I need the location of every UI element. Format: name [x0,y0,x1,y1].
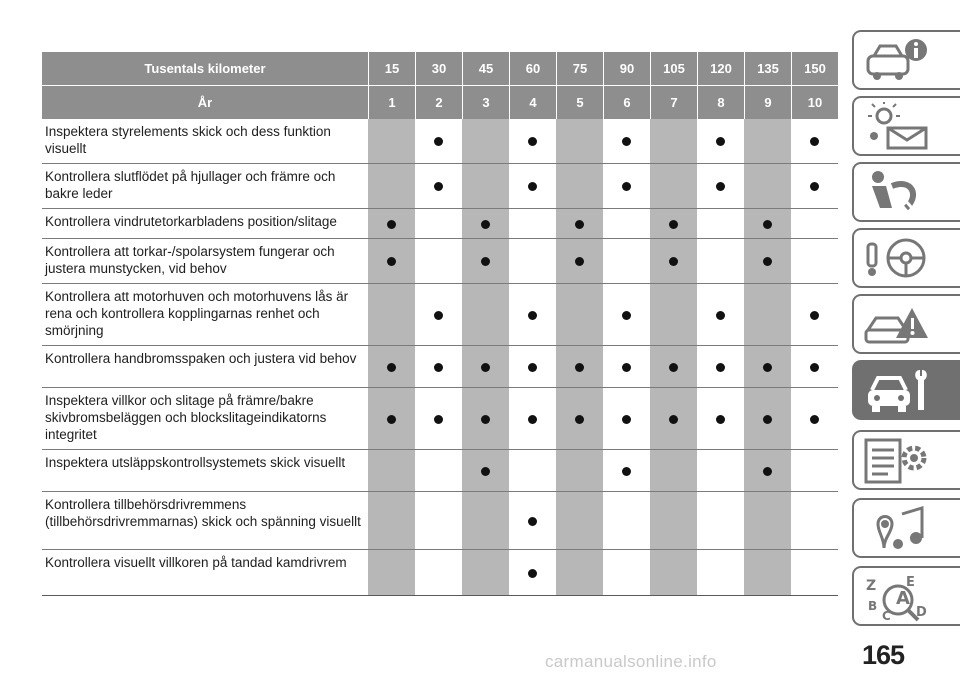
service-dot-mark [716,311,725,320]
km-value: 135 [744,52,791,86]
year-value: 5 [556,86,603,119]
service-item-text: Kontrollera visuellt villkoren på tandad kamdrivrem [42,550,368,596]
schedule-cell [462,450,509,492]
schedule-cell [462,492,509,550]
schedule-cell [509,388,556,450]
service-dot-mark [810,311,819,320]
schedule-cell [697,550,744,596]
schedule-cell [462,284,509,346]
service-dot-mark [669,257,678,266]
schedule-cell [556,164,603,209]
schedule-cell [650,209,697,239]
chapter-tab[interactable] [852,360,960,420]
schedule-cell [462,346,509,388]
km-value: 30 [415,52,462,86]
schedule-cell [791,284,838,346]
schedule-cell [556,239,603,284]
schedule-cell [650,119,697,164]
chapter-tab[interactable] [852,498,960,558]
schedule-cell [509,119,556,164]
km-value: 75 [556,52,603,86]
table-row [42,550,838,596]
service-dot-mark [763,220,772,229]
schedule-body [42,119,838,596]
table-row [42,284,838,346]
svg-text:E: E [906,575,915,590]
service-item-text: Kontrollera vindrutetorkarbladens position/slitage [42,209,368,239]
schedule-cell [697,388,744,450]
schedule-cell [697,450,744,492]
service-dot-mark [716,363,725,372]
service-dot-mark [528,137,537,146]
service-dot-mark [669,220,678,229]
schedule-cell [368,450,415,492]
service-dot-mark [481,220,490,229]
schedule-cell [556,492,603,550]
schedule-cell [603,119,650,164]
service-item-text: Kontrollera slutflödet på hjullager och främre och bakre leder [42,164,368,209]
year-value: 3 [462,86,509,119]
schedule-cell [744,550,791,596]
service-dot-mark [481,415,490,424]
schedule-cell [603,550,650,596]
chapter-tab[interactable] [852,162,960,222]
schedule-cell [650,450,697,492]
schedule-cell [509,550,556,596]
service-dot-mark [622,467,631,476]
schedule-cell [791,239,838,284]
schedule-cell [556,284,603,346]
schedule-cell [650,346,697,388]
year-value: 9 [744,86,791,119]
service-dot-mark [528,517,537,526]
schedule-cell [744,450,791,492]
schedule-cell [650,164,697,209]
schedule-cell [791,492,838,550]
service-dot-mark [575,257,584,266]
service-dot-mark [434,311,443,320]
chapter-tab[interactable] [852,96,960,156]
schedule-cell [791,450,838,492]
service-dot-mark [622,182,631,191]
service-dot-mark [763,415,772,424]
chapter-tab[interactable] [852,294,960,354]
schedule-cell [415,492,462,550]
svg-text:A: A [896,588,910,609]
page-number: 165 [862,640,905,670]
service-dot-mark [575,363,584,372]
service-dot-mark [669,415,678,424]
schedule-cell [791,119,838,164]
table-row [42,164,838,209]
service-dot-mark [622,415,631,424]
schedule-cell [509,164,556,209]
km-value: 90 [603,52,650,86]
schedule-cell [368,284,415,346]
schedule-cell [368,550,415,596]
schedule-cell [744,209,791,239]
schedule-cell [368,239,415,284]
year-header-label: År [42,86,368,119]
schedule-cell [791,164,838,209]
service-dot-mark [763,467,772,476]
schedule-cell [744,164,791,209]
service-dot-mark [481,257,490,266]
year-value: 4 [509,86,556,119]
schedule-cell [368,119,415,164]
service-dot-mark [763,363,772,372]
schedule-cell [744,119,791,164]
service-dot-mark [810,415,819,424]
km-value: 120 [697,52,744,86]
service-dot-mark [528,311,537,320]
schedule-cell [744,492,791,550]
schedule-cell [556,346,603,388]
schedule-cell [650,284,697,346]
chapter-tab[interactable] [852,566,960,626]
schedule-cell [415,119,462,164]
chapter-tab[interactable] [852,228,960,288]
schedule-cell [556,450,603,492]
service-dot-mark [528,182,537,191]
km-value: 105 [650,52,697,86]
year-value: 8 [697,86,744,119]
schedule-cell [603,164,650,209]
schedule-cell [368,209,415,239]
schedule-cell [697,239,744,284]
schedule-cell [462,550,509,596]
schedule-cell [603,450,650,492]
service-dot-mark [810,137,819,146]
schedule-cell [603,239,650,284]
year-value: 10 [791,86,838,119]
service-dot-mark [434,137,443,146]
schedule-cell [462,119,509,164]
year-value: 1 [368,86,415,119]
year-header-row [42,86,838,119]
table-row [42,119,838,164]
schedule-cell [556,388,603,450]
schedule-cell [697,119,744,164]
chapter-tab[interactable] [852,430,960,490]
service-dot-mark [716,182,725,191]
schedule-cell [650,492,697,550]
service-item-text: Inspektera utsläppskontrollsystemets skick visuellt [42,450,368,492]
watermark: carmanualsonline.info [545,652,717,671]
schedule-cell [556,209,603,239]
service-item-text: Inspektera villkor och slitage på främre/bakre skivbromsbeläggen och blockslitageindikatorns integritet [42,388,368,450]
schedule-cell [791,550,838,596]
schedule-cell [509,239,556,284]
schedule-cell [415,450,462,492]
maintenance-schedule-table [42,52,838,596]
service-dot-mark [387,257,396,266]
service-dot-mark [763,257,772,266]
year-value: 2 [415,86,462,119]
service-dot-mark [622,311,631,320]
schedule-cell [697,284,744,346]
service-dot-mark [434,182,443,191]
service-dot-mark [528,363,537,372]
schedule-cell [415,550,462,596]
schedule-cell [415,239,462,284]
schedule-cell [556,119,603,164]
schedule-cell [791,346,838,388]
service-dot-mark [669,363,678,372]
service-dot-mark [575,220,584,229]
schedule-cell [462,209,509,239]
schedule-cell [697,164,744,209]
schedule-cell [509,450,556,492]
schedule-cell [697,346,744,388]
schedule-cell [462,164,509,209]
schedule-cell [509,209,556,239]
svg-text:C: C [882,609,891,622]
km-value: 15 [368,52,415,86]
service-item-text: Kontrollera tillbehörsdrivremmens (tillbehörsdrivremmarnas) skick och spänning visuellt [42,492,368,550]
table-row [42,209,838,239]
schedule-cell [744,239,791,284]
schedule-cell [368,164,415,209]
service-dot-mark [810,363,819,372]
schedule-cell [368,388,415,450]
service-dot-mark [481,467,490,476]
schedule-cell [509,346,556,388]
year-value: 7 [650,86,697,119]
schedule-cell [697,492,744,550]
year-value: 6 [603,86,650,119]
service-dot-mark [716,137,725,146]
schedule-cell [368,346,415,388]
service-item-text: Kontrollera att motorhuven och motorhuvens lås är rena och kontrollera kopplingarnas renhet och smörjning [42,284,368,346]
schedule-cell [603,209,650,239]
chapter-tabs [852,30,960,630]
schedule-cell [697,209,744,239]
table-row [42,346,838,388]
schedule-cell [509,492,556,550]
schedule-cell [415,346,462,388]
schedule-cell [744,346,791,388]
schedule-cell [650,550,697,596]
schedule-cell [603,346,650,388]
service-item-text: Kontrollera att torkar-/spolarsystem fungerar och justera munstycken, vid behov [42,239,368,284]
schedule-cell [650,388,697,450]
service-dot-mark [622,363,631,372]
service-dot-mark [528,569,537,578]
service-item-text: Inspektera styrelements skick och dess funktion visuellt [42,119,368,164]
schedule-cell [650,239,697,284]
schedule-cell [462,388,509,450]
table-row [42,388,838,450]
km-value: 60 [509,52,556,86]
km-header-label: Tusentals kilometer [42,52,368,86]
table-row [42,492,838,550]
table-row [42,239,838,284]
table-row [42,450,838,492]
service-dot-mark [716,415,725,424]
km-value: 45 [462,52,509,86]
svg-text:B: B [868,599,878,613]
service-dot-mark [387,220,396,229]
schedule-cell [415,388,462,450]
schedule-cell [603,492,650,550]
schedule-cell [415,284,462,346]
service-dot-mark [575,415,584,424]
svg-text:Z: Z [866,578,877,594]
service-dot-mark [434,415,443,424]
schedule-cell [744,388,791,450]
service-dot-mark [622,137,631,146]
service-item-text: Kontrollera handbromsspaken och justera vid behov [42,346,368,388]
km-value: 150 [791,52,838,86]
schedule-cell [368,492,415,550]
schedule-cell [744,284,791,346]
service-dot-mark [434,363,443,372]
schedule-cell [415,164,462,209]
schedule-cell [462,239,509,284]
schedule-cell [791,388,838,450]
schedule-cell [603,388,650,450]
schedule-cell [509,284,556,346]
chapter-tab[interactable] [852,30,960,90]
schedule-cell [603,284,650,346]
km-header-row [42,52,838,86]
svg-text:D: D [916,605,927,620]
service-dot-mark [810,182,819,191]
service-dot-mark [387,363,396,372]
service-dot-mark [528,415,537,424]
schedule-cell [556,550,603,596]
service-dot-mark [387,415,396,424]
service-dot-mark [481,363,490,372]
schedule-cell [791,209,838,239]
schedule-cell [415,209,462,239]
